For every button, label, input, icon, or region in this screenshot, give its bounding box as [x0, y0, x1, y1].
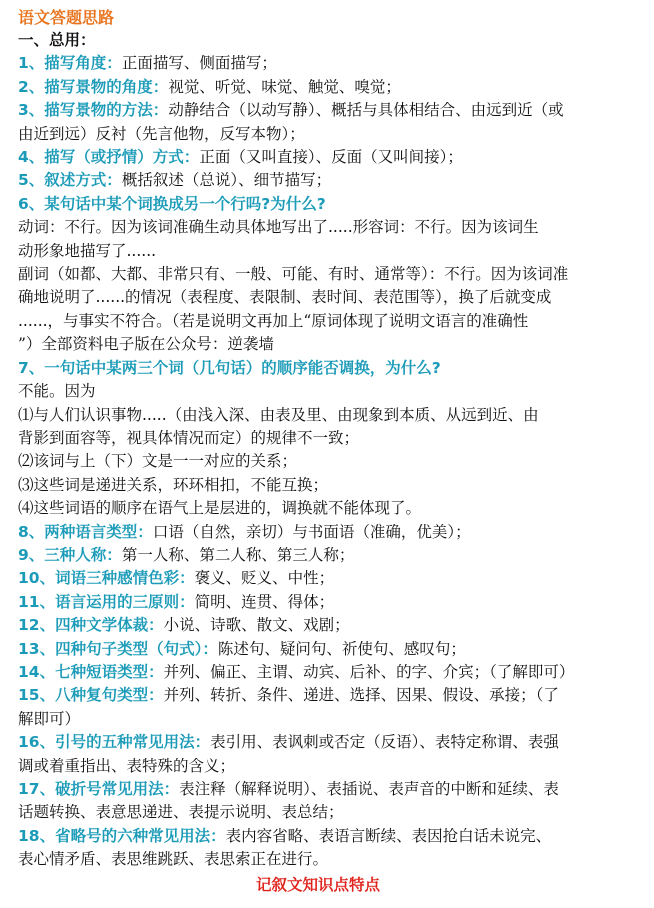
item-number: 6、 [18, 194, 45, 213]
item-first-line [18, 99, 638, 122]
item-heading-text: 四种文学体裁： [55, 616, 164, 635]
item-heading-text: 叙述方式： [44, 171, 122, 190]
item-heading-text: 省略号的六种常见用法： [55, 826, 226, 845]
list-item [18, 591, 638, 614]
item-heading-text: 词语三种感情色彩： [55, 569, 195, 588]
item-number: 7、 [18, 358, 45, 377]
item-heading [18, 640, 218, 658]
item-body: 并列、偏正、主谓、动宾、后补、的字、介宾；（了解即可） [163, 662, 575, 681]
item-continuation-line: ”）全部资料电子版在公众号：逆袭墙 [18, 335, 274, 354]
item-body: 动静结合（以动写静）、概括与具体相结合、由远到近（或 [168, 101, 564, 120]
item-heading-text: 四种句子类型（句式）： [55, 639, 218, 658]
item-number: 3、 [18, 101, 45, 120]
item-list [18, 52, 638, 871]
item-heading [18, 663, 164, 681]
item-first-line [18, 731, 638, 754]
item-heading [18, 101, 168, 119]
item-body: 概括叙述（总说）、细节描写； [121, 171, 332, 190]
list-item [18, 52, 638, 75]
item-first-line [18, 193, 638, 216]
item-body: 简明、连贯、得体； [194, 592, 335, 611]
item-number: 12、 [18, 616, 56, 635]
item-first-line [18, 778, 638, 801]
item-heading-text: 破折号常见用法： [55, 780, 180, 798]
item-number: 15、 [18, 686, 56, 705]
item-continuation-line: ......，与事实不符合。（若是说明文再加上“原词体现了说明文语言的准确性 [18, 311, 529, 330]
item-heading-text: 两种语言类型： [44, 522, 153, 541]
list-item [18, 614, 638, 637]
item-heading [18, 827, 226, 845]
list-item [18, 76, 638, 99]
item-body: 褒义、贬义、中性； [194, 569, 335, 588]
item-number: 14、 [18, 662, 56, 681]
item-heading [18, 523, 153, 541]
section-heading: 一、总用： [18, 31, 96, 49]
item-heading [18, 733, 210, 751]
item-body: 表内容省略、表语言断续、表因抢白话未说完、 [225, 826, 552, 845]
item-number: 5、 [18, 171, 45, 190]
item-first-line [18, 614, 638, 637]
list-item [18, 357, 638, 521]
item-body: 小说、诗歌、散文、戏剧； [163, 616, 350, 635]
item-first-line [18, 825, 638, 848]
item-continuation-line: 不能。因为 [18, 382, 96, 401]
item-heading [18, 195, 326, 213]
item-body: 视觉、听觉、味觉、触觉、嗅觉； [168, 77, 401, 96]
item-heading-text: 引号的五种常见用法： [55, 733, 211, 752]
item-continuation-line: ⑵该词与上（下）文是一一对应的关系； [18, 452, 298, 471]
item-continuation-line: 动词：不行。因为该词准确生动具体地写出了.....形容词：不行。因为该词生 [18, 218, 539, 237]
list-item [18, 146, 638, 169]
item-heading-text: 三种人称： [44, 545, 122, 564]
item-heading [18, 569, 195, 587]
item-heading-text: 描写角度： [44, 54, 122, 73]
item-heading-text: 八种复句类型： [55, 686, 164, 705]
item-first-line [18, 76, 638, 99]
item-first-line [18, 521, 638, 544]
item-heading-text: 描写景物的角度： [44, 77, 169, 96]
item-heading-text: 语言运用的三原则： [55, 592, 195, 611]
item-first-line [18, 357, 638, 380]
item-heading [18, 780, 179, 798]
item-heading [18, 148, 199, 166]
list-item [18, 521, 638, 544]
item-first-line [18, 684, 638, 707]
item-first-line [18, 591, 638, 614]
item-number: 11、 [18, 592, 56, 611]
item-continuation-line: 背影到面容等，视具体情况而定）的规律不一致； [18, 428, 360, 447]
item-first-line [18, 567, 638, 590]
item-body: 口语（自然，亲切）与书面语（准确，优美）； [152, 522, 471, 541]
page-title: 语文答题思路 [18, 8, 115, 27]
item-heading [18, 616, 164, 634]
item-number: 2、 [18, 77, 45, 96]
item-heading-text: 一句话中某两三个词（几句话）的顺序能否调换，为什么? [44, 358, 441, 377]
item-body: 正面描写、侧面描写； [121, 54, 277, 73]
item-first-line [18, 638, 638, 661]
list-item [18, 661, 638, 684]
item-heading [18, 593, 195, 611]
item-continuation-line: 确地说明了......的情况（表程度、表限制、表时间、表范围等），换了后就变成 [18, 288, 552, 307]
list-item [18, 169, 638, 192]
item-number: 17、 [18, 780, 56, 798]
item-continuation-line: 解即可） [18, 709, 81, 728]
list-item [18, 778, 638, 825]
item-number: 4、 [18, 148, 45, 167]
item-continuation-line: 调或着重指出、表特殊的含义； [18, 756, 236, 775]
list-item [18, 684, 638, 731]
item-number: 10、 [18, 569, 56, 588]
list-item [18, 193, 638, 357]
item-first-line [18, 146, 638, 169]
item-number: 18、 [18, 826, 56, 845]
list-item [18, 825, 638, 872]
item-continuation-line: 动形象地描写了...... [18, 241, 157, 260]
item-body: 表引用、表讽刺或否定（反语）、表特定称谓、表强 [210, 733, 559, 752]
item-body: 表注释（解释说明）、表插说、表声音的中断和延续、表 [179, 780, 559, 798]
item-first-line [18, 661, 638, 684]
item-number: 1、 [18, 54, 45, 73]
item-first-line [18, 52, 638, 75]
list-item [18, 544, 638, 567]
item-body: 并列、转折、条件、递进、选择、因果、假设、承接；（了 [163, 686, 559, 705]
item-number: 8、 [18, 522, 45, 541]
item-continuation-line: 由近到远）反衬（先言他物，反写本物）； [18, 124, 305, 143]
item-heading [18, 78, 168, 96]
item-body: 陈述句、疑问句、祈使句、感叹句； [217, 639, 466, 658]
item-body: 第一人称、第二人称、第三人称； [121, 545, 355, 564]
item-heading-text: 某句话中某个词换成另一个行吗?为什么? [44, 194, 326, 213]
item-continuation-line: ⑷这些词语的顺序在语气上是层进的，调换就不能体现了。 [18, 499, 422, 518]
item-heading [18, 171, 122, 189]
item-continuation-line: 副词（如都、大都、非常只有、一般、可能、有时、通常等）：不行。因为该词准 [18, 265, 569, 284]
item-number: 9、 [18, 545, 45, 564]
item-heading [18, 54, 122, 72]
item-first-line [18, 169, 638, 192]
item-heading-text: 描写（或抒情）方式： [44, 148, 200, 167]
list-item [18, 731, 638, 778]
footer-heading: 记叙文知识点特点 [255, 875, 380, 894]
item-heading [18, 546, 122, 564]
list-item [18, 99, 638, 146]
item-number: 13、 [18, 639, 56, 658]
item-continuation-line: ⑶这些词是递进关系，环环相扣，不能互换； [18, 475, 329, 494]
list-item [18, 567, 638, 590]
item-heading-text: 七种短语类型： [55, 662, 164, 681]
item-body: 正面（又叫直接）、反面（又叫间接）； [199, 148, 463, 167]
item-continuation-line: 表心情矛盾、表思维跳跃、表思索正在进行。 [18, 850, 329, 869]
item-number: 16、 [18, 733, 56, 752]
item-first-line [18, 544, 638, 567]
item-heading-text: 描写景物的方法： [44, 101, 169, 120]
list-item [18, 638, 638, 661]
item-heading [18, 359, 441, 377]
item-continuation-line: 话题转换、表意思递进、表提示说明、表总结； [18, 803, 344, 822]
item-heading [18, 686, 164, 704]
item-continuation-line: ⑴与人们认识事物.....（由浅入深、由表及里、由现象到本质、从远到近、由 [18, 405, 539, 424]
